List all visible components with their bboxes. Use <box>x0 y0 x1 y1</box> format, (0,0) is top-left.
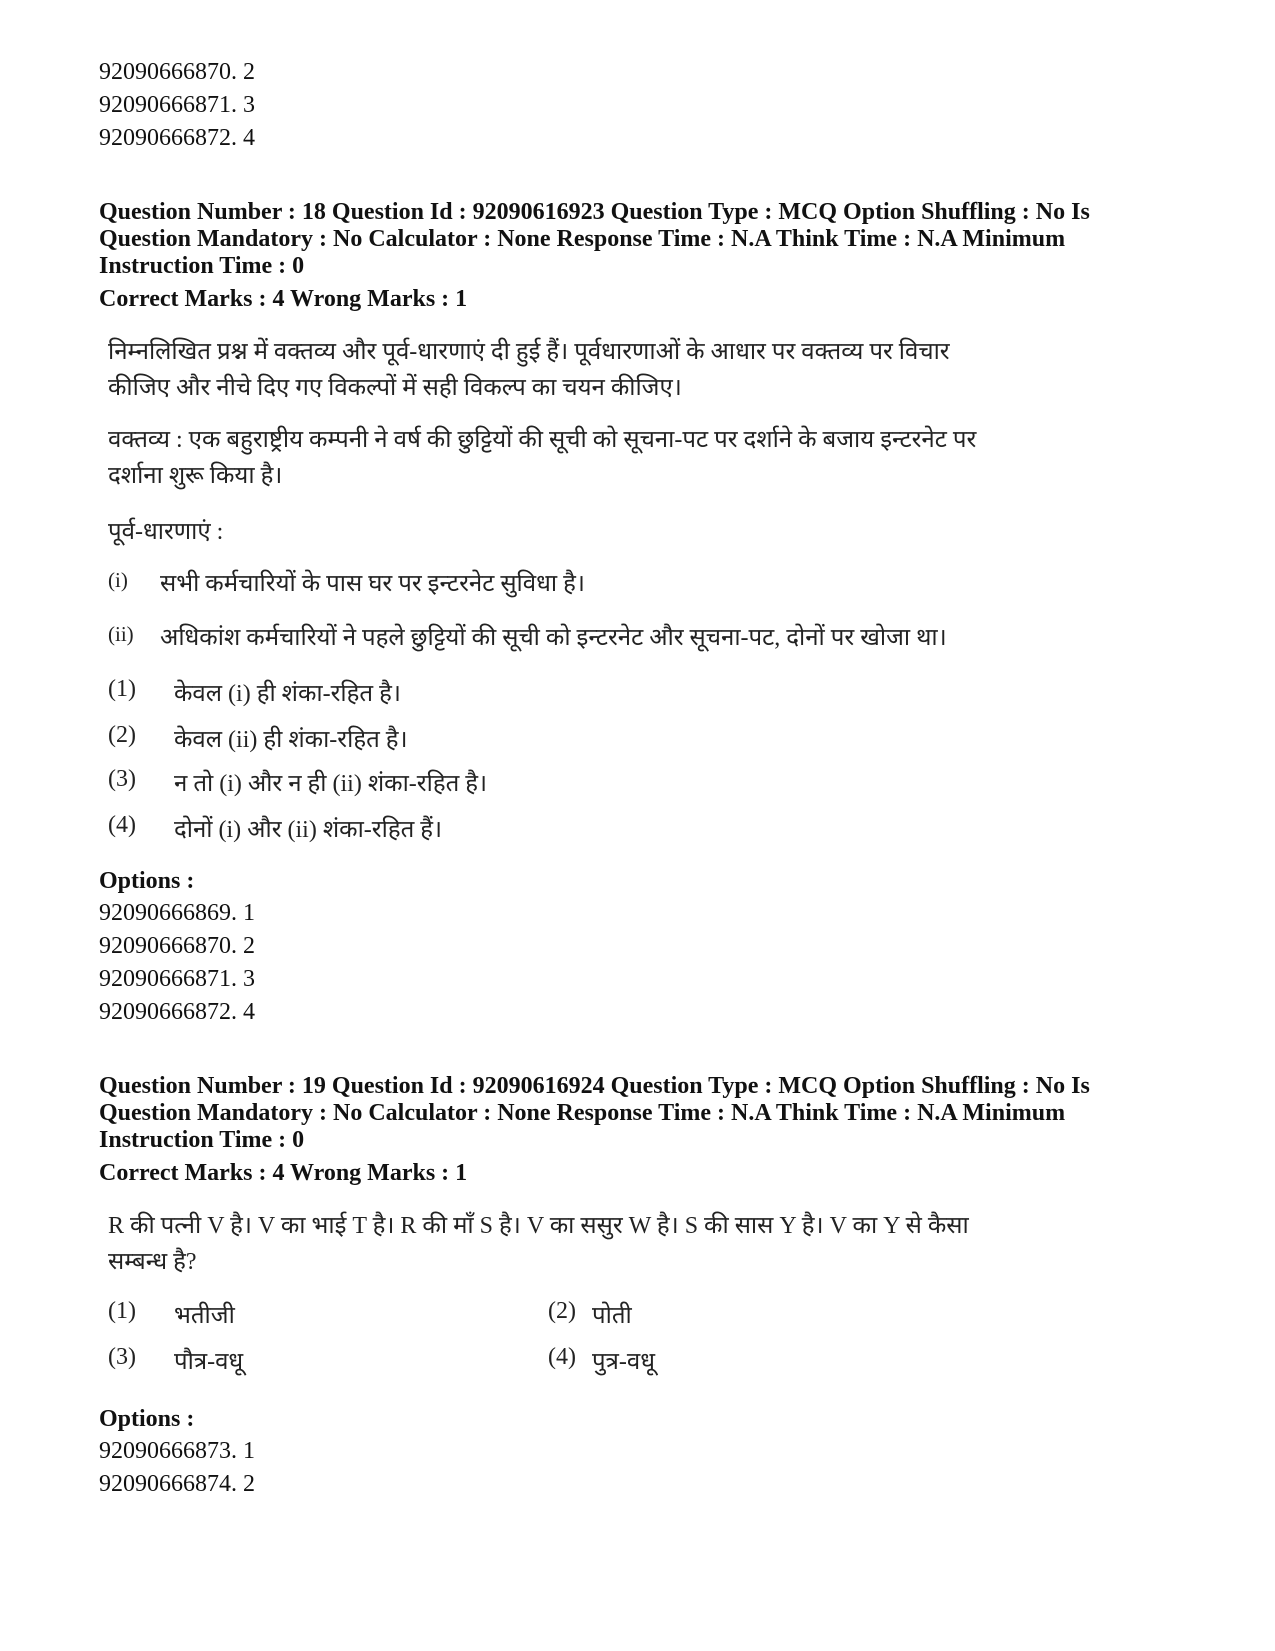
choice-text: न तो (i) और न ही (ii) शंका-रहित है। <box>174 771 488 797</box>
intro-line: निम्नलिखित प्रश्न में वक्तव्य और पूर्व-धारणाएं दी हुई हैं। पूर्वधारणाओं के आधार पर वक्तव्य पर विचार <box>108 339 950 365</box>
assumption-text: सभी कर्मचारियों के पास घर पर इन्टरनेट सुविधा है। <box>160 571 585 597</box>
question-line: सम्बन्ध है? <box>108 1249 197 1275</box>
choice-text: पुत्र-वधू <box>592 1349 655 1375</box>
option-line: 92090666874. 2 <box>99 1471 255 1497</box>
question-header: Question Number : 19 Question Id : 92090616924 Question Type : MCQ Option Shuffling : No Is <box>99 1073 1090 1099</box>
choice-text: भतीजी <box>174 1303 235 1329</box>
question-header: Question Mandatory : No Calculator : None Response Time : N.A Think Time : N.A Minimum <box>99 226 1066 252</box>
assumptions-label: पूर्व-धारणाएं : <box>108 519 224 545</box>
options-label: Options : <box>99 1406 195 1432</box>
choice-number: (2) <box>548 1298 576 1324</box>
option-line: 92090666872. 4 <box>99 999 255 1025</box>
question-header: Question Number : 18 Question Id : 92090616923 Question Type : MCQ Option Shuffling : No Is <box>99 199 1090 225</box>
question-header: Question Mandatory : No Calculator : None Response Time : N.A Think Time : N.A Minimum <box>99 1100 1066 1126</box>
statement-line: वक्तव्य : एक बहुराष्ट्रीय कम्पनी ने वर्ष की छुट्टियों की सूची को सूचना-पट पर दर्शाने के बजाय इन्टरनेट पर <box>108 427 977 453</box>
option-line: 92090666872. 4 <box>99 125 255 151</box>
assumption-text: अधिकांश कर्मचारियों ने पहले छुट्टियों की सूची को इन्टरनेट और सूचना-पट, दोनों पर खोजा था। <box>160 625 947 651</box>
assumption-number: (ii) <box>108 622 134 646</box>
option-line: 92090666870. 2 <box>99 933 255 959</box>
choice-text: पौत्र-वधू <box>174 1349 244 1375</box>
choice-number: (4) <box>548 1344 576 1370</box>
choice-number: (1) <box>108 676 136 702</box>
option-line: 92090666871. 3 <box>99 966 255 992</box>
question-header: Instruction Time : 0 <box>99 253 305 279</box>
choice-number: (3) <box>108 1344 136 1370</box>
choice-text: केवल (i) ही शंका-रहित है। <box>174 681 401 707</box>
choice-text: दोनों (i) और (ii) शंका-रहित हैं। <box>174 817 443 843</box>
choice-text: पोती <box>592 1303 632 1329</box>
option-line: 92090666869. 1 <box>99 900 255 926</box>
assumption-number: (i) <box>108 568 128 592</box>
question-line: R की पत्नी V है। V का भाई T है। R की माँ S है। V का ससुर W है। S की सास Y है। V का Y से कैसा <box>108 1213 969 1239</box>
choice-number: (1) <box>108 1298 136 1324</box>
statement-line: दर्शाना शुरू किया है। <box>108 463 283 489</box>
choice-text: केवल (ii) ही शंका-रहित है। <box>174 727 408 753</box>
option-line: 92090666870. 2 <box>99 59 255 85</box>
choice-number: (2) <box>108 722 136 748</box>
choice-number: (3) <box>108 766 136 792</box>
marks-line: Correct Marks : 4 Wrong Marks : 1 <box>99 286 468 312</box>
marks-line: Correct Marks : 4 Wrong Marks : 1 <box>99 1160 468 1186</box>
choice-number: (4) <box>108 812 136 838</box>
question-header: Instruction Time : 0 <box>99 1127 305 1153</box>
intro-line: कीजिए और नीचे दिए गए विकल्पों में सही विकल्प का चयन कीजिए। <box>108 375 682 401</box>
option-line: 92090666871. 3 <box>99 92 255 118</box>
option-line: 92090666873. 1 <box>99 1438 255 1464</box>
options-label: Options : <box>99 868 195 894</box>
